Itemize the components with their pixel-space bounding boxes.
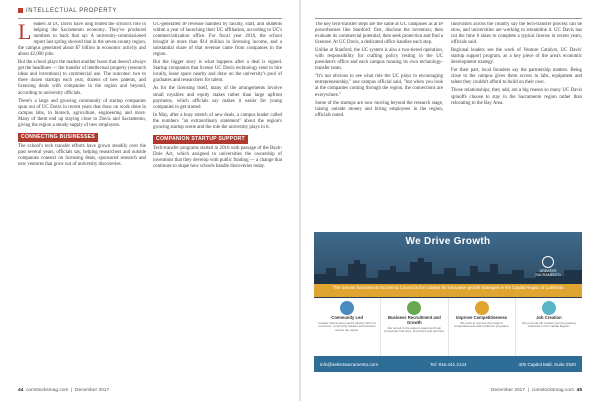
folio-left: 44 comstocksmag.com | December 2017 — [18, 388, 110, 393]
article-paragraph: Innovators across the country say the tech-transfer process can be slow, and universities are working to streamline it. UC Davis has cut the time it takes to complete a typical license in recent years, officials said. — [451, 22, 582, 46]
ad-feature-community — [314, 298, 381, 356]
article-column-2 — [153, 22, 282, 382]
ad-skyline-banner — [314, 232, 582, 284]
subheading: COMPANION STARTUP SUPPORT — [153, 135, 248, 144]
article-paragraph: As for the licensing itself, many of the arrangements involve small royalties and equity stakes rather than large upfront payments, which officials say makes it easier for young companies to get started. — [153, 86, 282, 110]
page-number: 44 — [18, 388, 24, 393]
feature-title: Community Led — [331, 315, 363, 320]
folio-right: December 2017 | comstocksmag.com 45 — [490, 388, 582, 393]
paragraph-text: eaders at UC Davis have long touted the school's role in helping the Sacramento economy. They've produced numbers to back that up: A university-commissioned report last spring showed that in the seven-county region, the campus generated about $7 billion in economic activity and about 42,000 jobs. — [18, 22, 146, 58]
drop-cap: L — [18, 22, 32, 44]
ad-phone: Tel: 916.441.2144 — [430, 361, 467, 367]
section-marker-icon — [18, 8, 23, 13]
chart-icon — [475, 301, 489, 315]
ad-address: 400 Capitol Mall, Suite 2520 — [518, 361, 576, 367]
community-icon — [340, 301, 354, 315]
feature-desc: We promote job creation across growing industries in the Capital Region. — [522, 320, 576, 329]
feature-desc: Greater Sacramento works directly with our members, community leaders and partners across the region. — [318, 320, 376, 332]
article-paragraph: "It's not obvious to see what role the UC plays in encouraging entrepreneurship," one campus official said, "but when you look at the companies coming through the region, the connections are everywhere." — [315, 74, 443, 98]
article-paragraph: UC-generated IP revenue handled by faculty, staff, and students within a year of launching their UC affiliation, according to UC's commercialization office. For fiscal year 2016, the school brought in more than $14 million in licensing income, and a substantial share of that revenue came from companies in the region. — [153, 22, 282, 58]
article-paragraph: But the school plays the market another boost that doesn't always get the headlines — the transfer of intellectual property (research ideas and inventions) to commercial use. The outcome: two to three dozen startups each year, dozens of new patents, and licensing deals with companies in the region and beyond, according to university officials. — [18, 60, 146, 96]
site-name: comstocksmag.com — [26, 388, 69, 393]
briefcase-icon — [407, 301, 421, 315]
article-paragraph: In May, after a busy stretch of new deals, a campus leader called the numbers "an extraordinary statement" about the region's growing startup scene and the role the university plays in it. — [153, 112, 282, 130]
ad-tagline: The Greater Sacramento Economic Council is the catalyst for innovative growth strategies in the Capital Region of California — [314, 284, 582, 297]
issue-date: December 2017 — [74, 388, 110, 393]
ad-feature-jobs — [516, 298, 582, 356]
article-paragraph: The school's tech transfer efforts have grown steadily over the past several years, officials say, helping researchers and outside companies connect on licensing deals, sponsored research and new ventures that grow out of university discoveries. — [18, 143, 146, 167]
section-label-text: INTELLECTUAL PROPERTY — [26, 8, 117, 15]
ad-email-link[interactable]: info@selectsacramento.com — [320, 361, 379, 367]
issue-date: December 2017 — [490, 388, 526, 393]
feature-title: Business Recruitment and Growth — [387, 315, 441, 325]
feature-title: Job Creation — [536, 315, 562, 320]
site-name: comstocksmag.com — [531, 388, 574, 393]
article-column-4 — [451, 22, 582, 227]
people-icon — [542, 301, 556, 315]
article-column-1 — [18, 22, 146, 382]
page-number: 45 — [576, 388, 582, 393]
article-paragraph: Unlike at Stanford, the UC system is also a two-tiered operation, with responsibility for crafting policy resting in the UC president's office and each campus running its own technology-transfer team. — [315, 48, 443, 72]
ad-feature-competitiveness — [449, 298, 516, 356]
article-paragraph: For their part, local founders say the partnership matters. Being close to the campus gives them access to labs, equipment and talent they couldn't afford to build on their own. — [451, 68, 582, 86]
article-column-3 — [315, 22, 443, 227]
article-paragraph: Regional leaders see the work of Venture Catalyst, UC Davis' startup support program, as a key piece of the area's economic development strategy. — [451, 48, 582, 66]
subheading: CONNECTING BUSINESSES — [18, 133, 98, 142]
feature-desc: We work to improve the region's competitiveness and workforce programs. — [453, 320, 510, 329]
article-paragraph — [18, 22, 146, 58]
feature-title: Improve Competitiveness — [456, 315, 508, 320]
article-paragraph: Those relationships, they add, are a big reason so many UC Davis spinoffs choose to stay in the Sacramento region rather than relocating to the Bay Area. — [451, 88, 582, 106]
article-paragraph: Tech-transfer programs started in 2016 with passage of the Bayh-Dole Act, which assigned to universities the ownership of inventions that they develop with public funding — a change that continues to shape how schools handle discoveries today. — [153, 145, 282, 169]
ad-headline: We Drive Growth — [405, 236, 491, 247]
section-label — [18, 8, 117, 14]
top-rule-right — [315, 18, 582, 19]
ad-feature-recruitment — [381, 298, 448, 356]
article-paragraph: There's a large and growing community of startup companies spun out of UC Davis in recent years that draw on work done in campus labs, in biotech, agriculture, engineering and more. Many of them end up staying close to Davis and Sacramento, giving the region a steady supply of new employers. — [18, 98, 146, 128]
ad-feature-row — [314, 298, 582, 356]
article-paragraph: Some of the startups are now moving beyond the research stage, raising outside money and hiring employees in the region, officials noted. — [315, 100, 443, 118]
gsec-logo-icon — [542, 256, 554, 268]
logo-line-2: SACRAMENTO — [535, 273, 561, 278]
page-spine — [299, 0, 301, 401]
top-rule-left — [18, 18, 282, 19]
feature-desc: We recruit in the region's talent and help companies find sites, incentives and partners. — [384, 325, 445, 334]
article-paragraph: But the bigger story is what happens after a deal is signed. Startup companies that license UC Davis technology tend to hire locally, lease space nearby and draw on the university's pool of graduates and researchers for talent. — [153, 60, 282, 84]
advertisement[interactable] — [314, 232, 582, 372]
article-paragraph: The key tech-transfer steps are the same at UC campuses as at IP powerhouses like Stanford: first, disclose the invention; then evaluate its commercial potential; then seek protection and find a licensee. At UC Davis, a dedicated office handles each step. — [315, 22, 443, 46]
ad-logo — [519, 256, 577, 277]
logo-line-1: GREATER — [539, 269, 557, 273]
ad-contact-bar — [314, 356, 582, 372]
